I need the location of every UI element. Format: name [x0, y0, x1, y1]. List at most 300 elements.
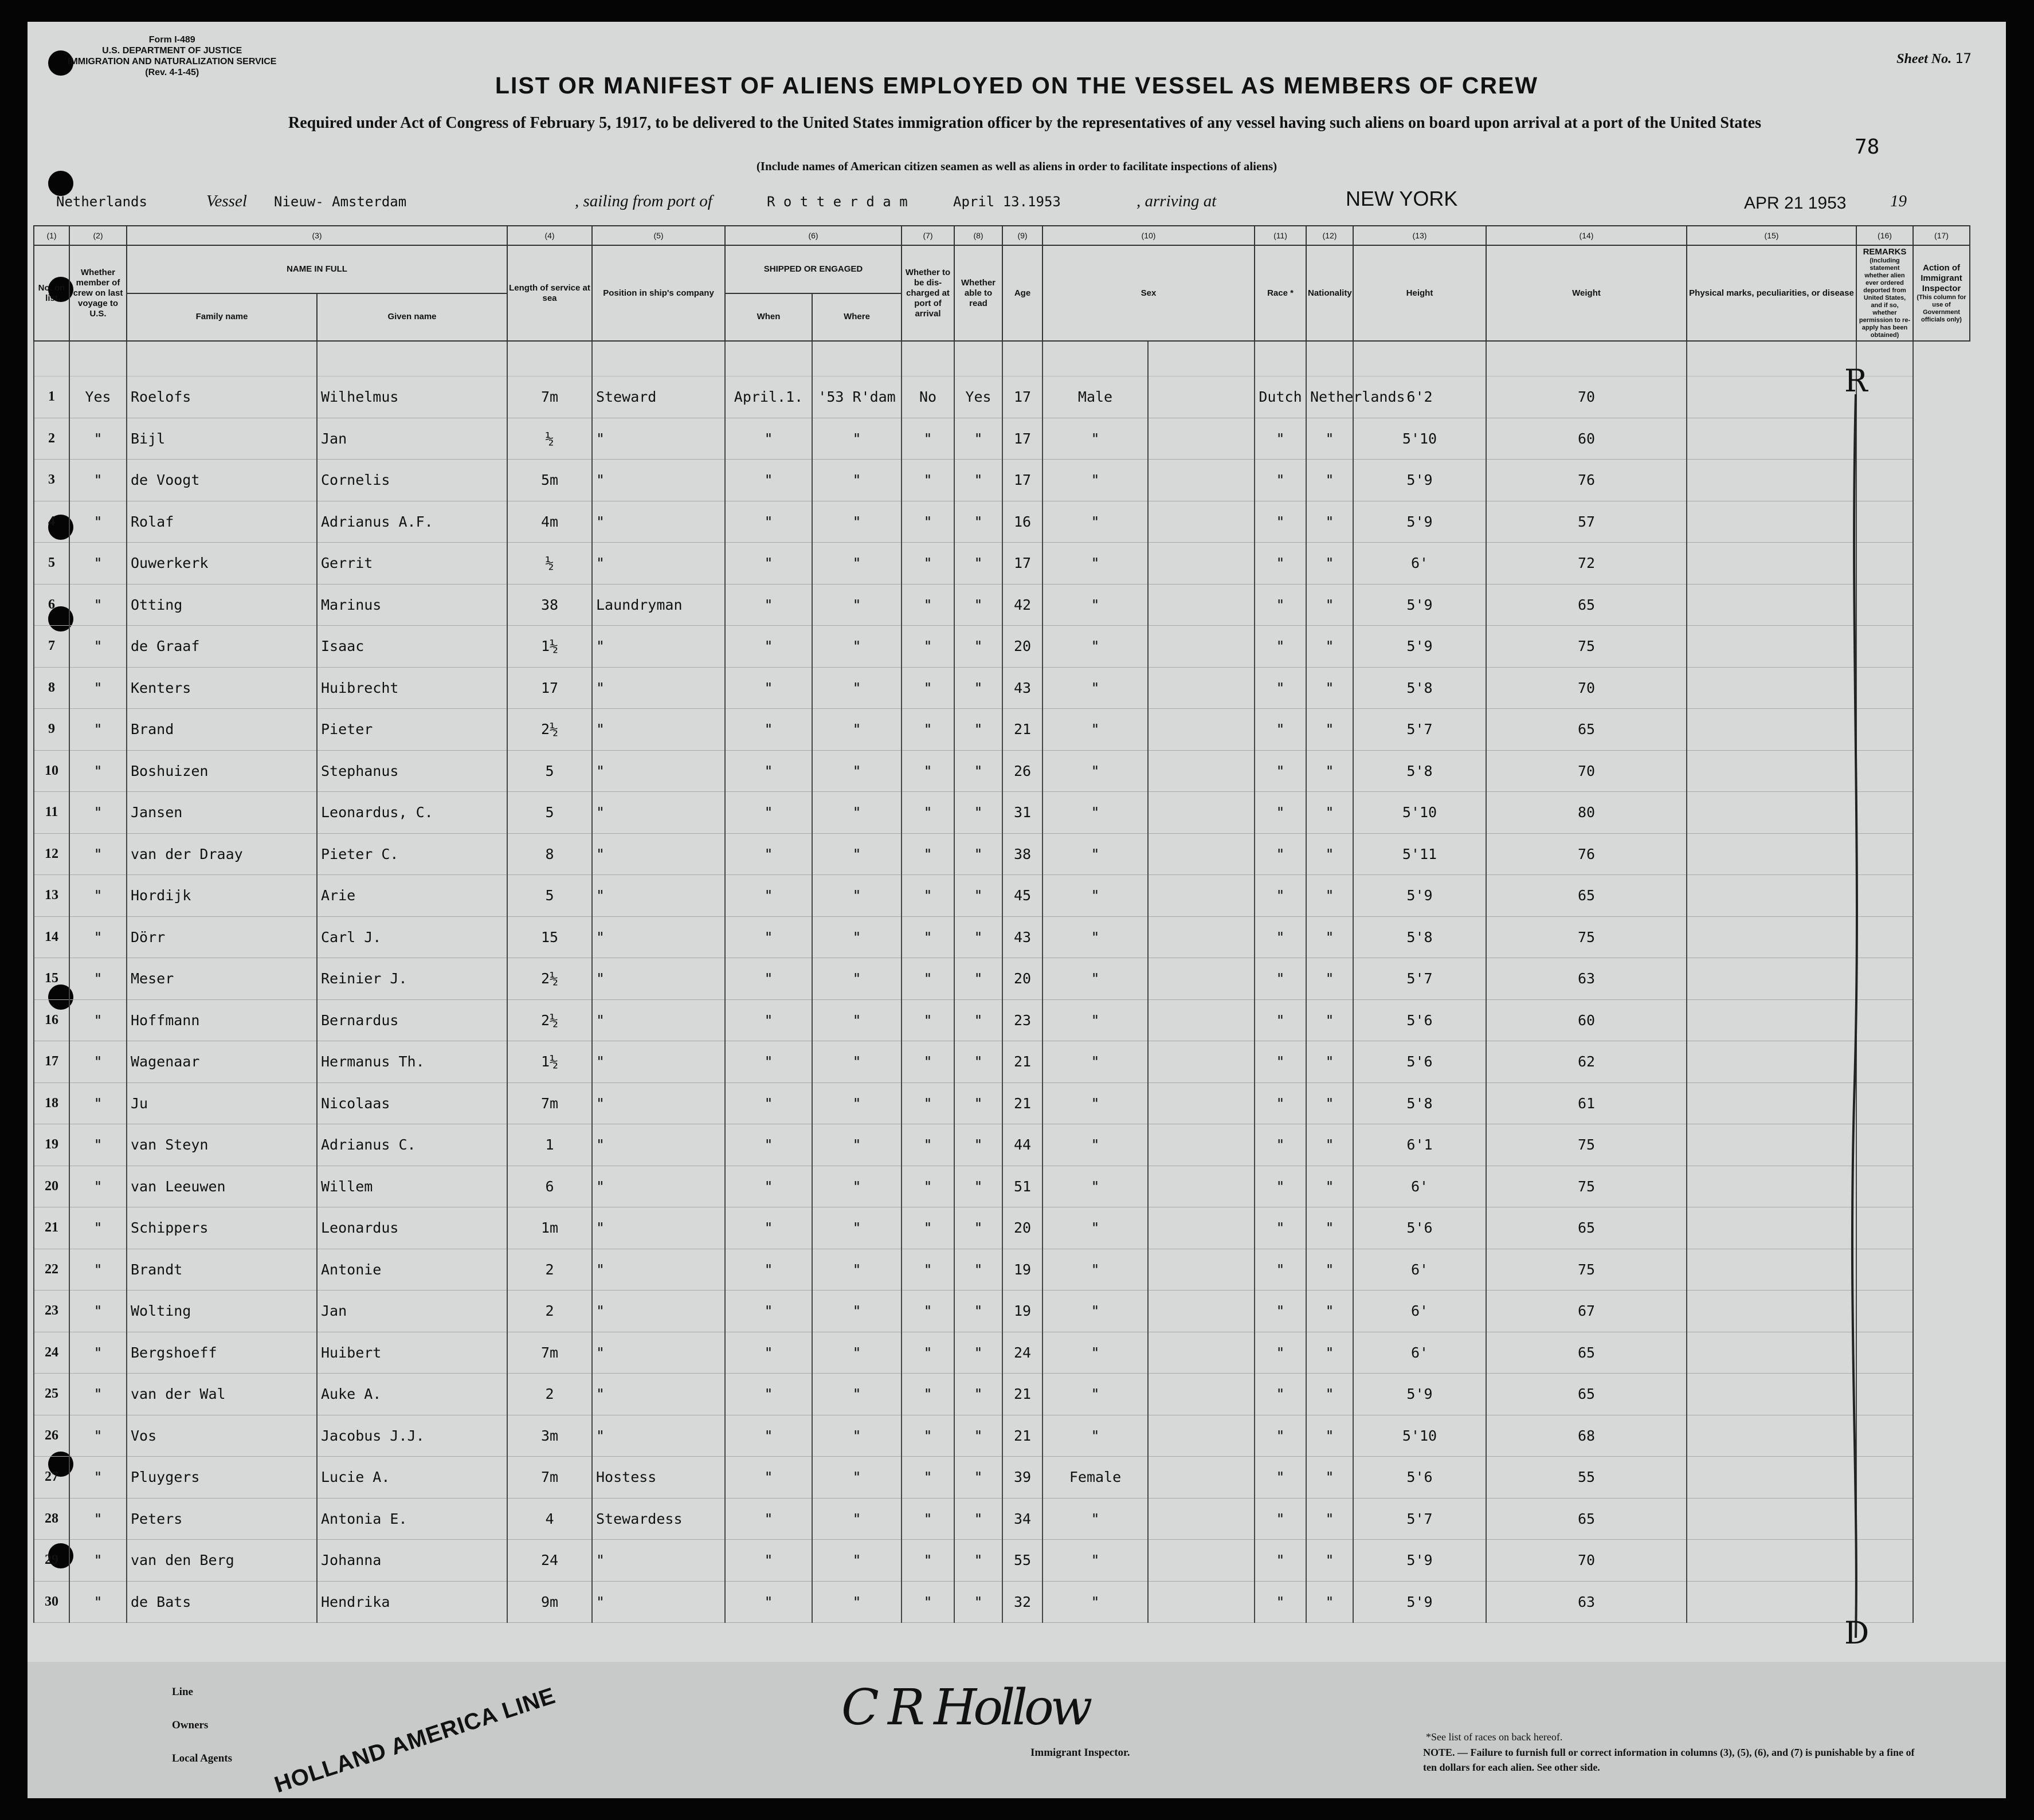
manifest-footer [28, 1662, 2006, 1798]
cell-given-name: Jan [317, 418, 507, 460]
cell-shipped-when: " [725, 501, 812, 543]
cell-able-to-read: " [954, 1291, 1002, 1332]
cell-height: 5'9 [1353, 626, 1486, 668]
cell-weight: 55 [1486, 1457, 1687, 1499]
colnum-9: (9) [1002, 226, 1043, 245]
cell-discharged: " [902, 626, 954, 668]
cell-shipped-where: " [812, 709, 902, 751]
cell-race: " [1255, 1291, 1306, 1332]
colnum-11: (11) [1255, 226, 1306, 245]
colnum-1: (1) [34, 226, 69, 245]
cell-weight: 75 [1486, 1124, 1687, 1166]
cell-last-voyage: " [69, 709, 127, 751]
header-age: Age [1002, 245, 1043, 341]
cell-able-to-read: " [954, 667, 1002, 709]
cell-no: 24 [34, 1332, 69, 1374]
cell-shipped-when: " [725, 833, 812, 875]
cell-race: " [1255, 584, 1306, 626]
cell-given-name: Reinier J. [317, 958, 507, 1000]
cell-discharged: " [902, 1415, 954, 1457]
inspector-ditto-line [1833, 394, 1879, 1638]
cell-no: 3 [34, 460, 69, 501]
cell-shipped-when: " [725, 916, 812, 958]
cell-last-voyage: " [69, 501, 127, 543]
header-nationality: Nationality [1306, 245, 1353, 341]
cell-age: 39 [1002, 1457, 1043, 1499]
cell-family-name: Brand [127, 709, 317, 751]
cell-sex: " [1043, 1498, 1148, 1540]
cell-family-name: Ouwerkerk [127, 543, 317, 585]
cell-physical-marks [1687, 460, 1856, 501]
header-no-on-list: No. on list [34, 245, 69, 341]
cell-shipped-when: " [725, 1540, 812, 1582]
cell-weight: 61 [1486, 1082, 1687, 1124]
cell-last-voyage: " [69, 1041, 127, 1083]
table-row [34, 1124, 1970, 1166]
year-label: 19 [1890, 192, 1907, 210]
cell-position: " [592, 418, 725, 460]
cell-nationality: " [1306, 1124, 1353, 1166]
cell-nationality: " [1306, 626, 1353, 668]
cell-height: 6'2 [1353, 376, 1486, 418]
cell-inspector-action [1148, 667, 1255, 709]
cell-able-to-read: " [954, 792, 1002, 834]
cell-weight: 75 [1486, 1166, 1687, 1207]
cell-no: 15 [34, 958, 69, 1000]
cell-sex: " [1043, 1415, 1148, 1457]
cell-able-to-read: " [954, 1540, 1002, 1582]
cell-position: " [592, 875, 725, 917]
table-row [34, 1374, 1970, 1415]
cell-position: " [592, 1581, 725, 1623]
cell-inspector-action [1148, 1291, 1255, 1332]
header-inspector-action [1913, 245, 1970, 341]
cell-discharged: " [902, 750, 954, 792]
cell-height: 5'8 [1353, 750, 1486, 792]
cell-weight: 67 [1486, 1291, 1687, 1332]
spacer-cell [69, 341, 127, 376]
cell-discharged: " [902, 1124, 954, 1166]
cell-no: 19 [34, 1124, 69, 1166]
cell-age: 17 [1002, 376, 1043, 418]
cell-age: 42 [1002, 584, 1043, 626]
cell-inspector-action [1148, 709, 1255, 751]
cell-no: 22 [34, 1249, 69, 1291]
cell-shipped-when: " [725, 1041, 812, 1083]
cell-discharged: " [902, 833, 954, 875]
cell-discharged: " [902, 1249, 954, 1291]
cell-inspector-action [1148, 626, 1255, 668]
cell-given-name: Leonardus, C. [317, 792, 507, 834]
cell-discharged: " [902, 1291, 954, 1332]
cell-sex: " [1043, 1041, 1148, 1083]
cell-height: 5'9 [1353, 584, 1486, 626]
cell-age: 20 [1002, 958, 1043, 1000]
cell-age: 32 [1002, 1581, 1043, 1623]
cell-nationality: " [1306, 1581, 1353, 1623]
cell-position: " [592, 958, 725, 1000]
cell-able-to-read: " [954, 584, 1002, 626]
cell-physical-marks [1687, 1415, 1856, 1457]
cell-physical-marks [1687, 709, 1856, 751]
cell-nationality: " [1306, 1374, 1353, 1415]
cell-shipped-when: April.1. [725, 376, 812, 418]
header-name-in-full: NAME IN FULL [127, 245, 507, 293]
cell-height: 6' [1353, 543, 1486, 585]
cell-weight: 70 [1486, 376, 1687, 418]
cell-given-name: Jacobus J.J. [317, 1415, 507, 1457]
cell-nationality: " [1306, 1291, 1353, 1332]
cell-service-length: 5m [507, 460, 592, 501]
cell-age: 21 [1002, 1415, 1043, 1457]
cell-given-name: Adrianus A.F. [317, 501, 507, 543]
cell-last-voyage: " [69, 1332, 127, 1374]
cell-given-name: Antonie [317, 1249, 507, 1291]
cell-no: 9 [34, 709, 69, 751]
cell-able-to-read: Yes [954, 376, 1002, 418]
cell-inspector-action [1148, 1249, 1255, 1291]
cell-age: 51 [1002, 1166, 1043, 1207]
cell-weight: 75 [1486, 626, 1687, 668]
spacer-cell [317, 341, 507, 376]
table-row [34, 1082, 1970, 1124]
cell-able-to-read: " [954, 916, 1002, 958]
cell-able-to-read: " [954, 750, 1002, 792]
cell-physical-marks [1687, 1332, 1856, 1374]
cell-physical-marks [1687, 1498, 1856, 1540]
cell-height: 5'9 [1353, 1540, 1486, 1582]
cell-sex: " [1043, 584, 1148, 626]
cell-race: " [1255, 1249, 1306, 1291]
cell-given-name: Hermanus Th. [317, 1041, 507, 1083]
cell-height: 5'9 [1353, 1581, 1486, 1623]
cell-able-to-read: " [954, 460, 1002, 501]
cell-physical-marks [1687, 501, 1856, 543]
cell-able-to-read: " [954, 1415, 1002, 1457]
cell-race: " [1255, 999, 1306, 1041]
cell-race: " [1255, 1498, 1306, 1540]
cell-able-to-read: " [954, 1166, 1002, 1207]
cell-shipped-where: " [812, 626, 902, 668]
cell-given-name: Bernardus [317, 999, 507, 1041]
cell-position: " [592, 1291, 725, 1332]
cell-position: " [592, 626, 725, 668]
table-row [34, 875, 1970, 917]
colnum-3: (3) [127, 226, 507, 245]
cell-no: 29 [34, 1540, 69, 1582]
cell-service-length: 2 [507, 1374, 592, 1415]
cell-shipped-when: " [725, 792, 812, 834]
cell-race: " [1255, 792, 1306, 834]
header-last-voyage: Whether member of crew on last voyage to U.S. [69, 245, 127, 341]
cell-able-to-read: " [954, 1082, 1002, 1124]
spacer-cell [812, 341, 902, 376]
cell-height: 6' [1353, 1291, 1486, 1332]
cell-weight: 62 [1486, 1041, 1687, 1083]
table-row [34, 1540, 1970, 1582]
table-row [34, 1249, 1970, 1291]
cell-age: 44 [1002, 1124, 1043, 1166]
cell-shipped-where: " [812, 1498, 902, 1540]
fine-note: NOTE. — Failure to furnish full or correct information in columns (3), (5), (6), and (7) is punishable by a fine of ten dollars for each alien. See other side. [1423, 1747, 1915, 1773]
cell-no: 8 [34, 667, 69, 709]
cell-nationality: " [1306, 1166, 1353, 1207]
header-given-name: Given name [317, 293, 507, 342]
column-numbers-row [34, 226, 1970, 245]
cell-discharged: " [902, 958, 954, 1000]
cell-shipped-where: " [812, 875, 902, 917]
spacer-cell [1002, 341, 1043, 376]
cell-sex: Male [1043, 376, 1148, 418]
cell-service-length: 6 [507, 1166, 592, 1207]
cell-given-name: Cornelis [317, 460, 507, 501]
cell-discharged: " [902, 1581, 954, 1623]
cell-nationality: " [1306, 916, 1353, 958]
cell-last-voyage: " [69, 460, 127, 501]
cell-position: " [592, 999, 725, 1041]
table-row [34, 418, 1970, 460]
colnum-13: (13) [1353, 226, 1486, 245]
cell-no: 10 [34, 750, 69, 792]
cell-given-name: Pieter C. [317, 833, 507, 875]
cell-shipped-when: " [725, 875, 812, 917]
cell-sex: " [1043, 1332, 1148, 1374]
cell-inspector-action [1148, 1581, 1255, 1623]
cell-inspector-action [1148, 875, 1255, 917]
cell-weight: 65 [1486, 709, 1687, 751]
cell-service-length: 5 [507, 792, 592, 834]
cell-nationality: " [1306, 750, 1353, 792]
cell-weight: 63 [1486, 958, 1687, 1000]
cell-position: " [592, 750, 725, 792]
cell-age: 21 [1002, 1082, 1043, 1124]
cell-discharged: " [902, 1332, 954, 1374]
cell-physical-marks [1687, 1457, 1856, 1499]
cell-height: 6'1 [1353, 1124, 1486, 1166]
cell-sex: " [1043, 1082, 1148, 1124]
cell-service-length: 4 [507, 1498, 592, 1540]
header-shipped-where: Where [812, 293, 902, 342]
cell-shipped-where: " [812, 584, 902, 626]
cell-shipped-where: " [812, 1332, 902, 1374]
cell-physical-marks [1687, 1581, 1856, 1623]
cell-able-to-read: " [954, 543, 1002, 585]
cell-service-length: 2½ [507, 999, 592, 1041]
header-length-of-service: Length of service at sea [507, 245, 592, 341]
cell-race: " [1255, 1166, 1306, 1207]
cell-family-name: Hoffmann [127, 999, 317, 1041]
cell-nationality: " [1306, 1082, 1353, 1124]
cell-age: 55 [1002, 1540, 1043, 1582]
cell-family-name: van den Berg [127, 1540, 317, 1582]
cell-last-voyage: " [69, 1249, 127, 1291]
cell-height: 6' [1353, 1249, 1486, 1291]
cell-age: 43 [1002, 667, 1043, 709]
owners-label: Owners [172, 1719, 209, 1731]
cell-service-length: 7m [507, 376, 592, 418]
cell-nationality: " [1306, 1041, 1353, 1083]
cell-nationality: " [1306, 584, 1353, 626]
cell-last-voyage: " [69, 833, 127, 875]
header-remarks [1856, 245, 1913, 341]
colnum-15: (15) [1687, 226, 1856, 245]
cell-able-to-read: " [954, 875, 1002, 917]
table-row [34, 1457, 1970, 1499]
cell-age: 17 [1002, 418, 1043, 460]
cell-inspector-action [1148, 501, 1255, 543]
cell-family-name: Wolting [127, 1291, 317, 1332]
cell-weight: 68 [1486, 1415, 1687, 1457]
cell-given-name: Arie [317, 875, 507, 917]
cell-given-name: Huibrecht [317, 667, 507, 709]
cell-inspector-action [1148, 460, 1255, 501]
inspector-label: Immigrant Inspector. [1030, 1747, 1130, 1759]
spacer-cell [1148, 341, 1255, 376]
cell-height: 5'9 [1353, 1374, 1486, 1415]
cell-service-length: 9m [507, 1581, 592, 1623]
header-sex: Sex [1043, 245, 1255, 341]
cell-shipped-when: " [725, 1166, 812, 1207]
cell-position: " [592, 1415, 725, 1457]
cell-family-name: Wagenaar [127, 1041, 317, 1083]
cell-inspector-action [1148, 833, 1255, 875]
cell-sex: " [1043, 501, 1148, 543]
cell-inspector-action [1148, 1166, 1255, 1207]
sheet-number-label: Sheet No. [1896, 52, 1952, 66]
table-row [34, 501, 1970, 543]
cell-shipped-where: " [812, 1415, 902, 1457]
cell-sex: " [1043, 1291, 1148, 1332]
cell-nationality: " [1306, 418, 1353, 460]
table-row [34, 999, 1970, 1041]
cell-shipped-when: " [725, 1457, 812, 1499]
cell-sex: " [1043, 1166, 1148, 1207]
cell-sex: " [1043, 460, 1148, 501]
cell-physical-marks [1687, 418, 1856, 460]
cell-weight: 80 [1486, 792, 1687, 834]
cell-shipped-where: " [812, 460, 902, 501]
cell-shipped-when: " [725, 1374, 812, 1415]
cell-no: 2 [34, 418, 69, 460]
cell-given-name: Antonia E. [317, 1498, 507, 1540]
cell-weight: 63 [1486, 1581, 1687, 1623]
cell-physical-marks [1687, 792, 1856, 834]
cell-shipped-where: " [812, 1207, 902, 1249]
cell-service-length: 1 [507, 1124, 592, 1166]
cell-position: " [592, 543, 725, 585]
crew-manifest-table [33, 225, 1970, 1623]
cell-physical-marks [1687, 833, 1856, 875]
cell-physical-marks [1687, 584, 1856, 626]
table-row [34, 1415, 1970, 1457]
cell-given-name: Jan [317, 1291, 507, 1332]
races-note: *See list of races on back hereof. [1426, 1731, 1563, 1743]
cell-able-to-read: " [954, 1332, 1002, 1374]
table-row [34, 1166, 1970, 1207]
cell-able-to-read: " [954, 1581, 1002, 1623]
cell-able-to-read: " [954, 1124, 1002, 1166]
cell-nationality: " [1306, 1498, 1353, 1540]
cell-discharged: " [902, 1498, 954, 1540]
cell-position: " [592, 833, 725, 875]
cell-age: 34 [1002, 1498, 1043, 1540]
cell-given-name: Marinus [317, 584, 507, 626]
cell-race: " [1255, 1374, 1306, 1415]
cell-physical-marks [1687, 1041, 1856, 1083]
cell-family-name: van Steyn [127, 1124, 317, 1166]
spacer-cell [1486, 341, 1687, 376]
cell-sex: " [1043, 543, 1148, 585]
cell-no: 16 [34, 999, 69, 1041]
cell-service-length: ½ [507, 418, 592, 460]
cell-shipped-when: " [725, 1581, 812, 1623]
cell-age: 16 [1002, 501, 1043, 543]
cell-no: 14 [34, 916, 69, 958]
cell-last-voyage: " [69, 875, 127, 917]
cell-height: 6' [1353, 1332, 1486, 1374]
cell-family-name: Ju [127, 1082, 317, 1124]
cell-family-name: de Voogt [127, 460, 317, 501]
cell-race: " [1255, 1207, 1306, 1249]
cell-nationality: " [1306, 667, 1353, 709]
local-agents-label: Local Agents [172, 1752, 233, 1764]
table-row [34, 376, 1970, 418]
cell-service-length: 5 [507, 750, 592, 792]
cell-family-name: de Graaf [127, 626, 317, 668]
cell-age: 23 [1002, 999, 1043, 1041]
cell-physical-marks [1687, 1291, 1856, 1332]
cell-inspector-action [1148, 1124, 1255, 1166]
cell-position: Stewardess [592, 1498, 725, 1540]
cell-inspector-action [1148, 750, 1255, 792]
cell-given-name: Nicolaas [317, 1082, 507, 1124]
cell-shipped-when: " [725, 709, 812, 751]
cell-discharged: " [902, 1374, 954, 1415]
table-row [34, 1291, 1970, 1332]
cell-family-name: Roelofs [127, 376, 317, 418]
cell-physical-marks [1687, 750, 1856, 792]
header-family-name: Family name [127, 293, 317, 342]
spacer-cell [507, 341, 592, 376]
cell-last-voyage: Yes [69, 376, 127, 418]
cell-sex: " [1043, 875, 1148, 917]
cell-no: 20 [34, 1166, 69, 1207]
cell-given-name: Huibert [317, 1332, 507, 1374]
cell-nationality: " [1306, 833, 1353, 875]
cell-age: 19 [1002, 1291, 1043, 1332]
cell-sex: " [1043, 792, 1148, 834]
cell-physical-marks [1687, 376, 1856, 418]
cell-discharged: " [902, 1207, 954, 1249]
cell-able-to-read: " [954, 626, 1002, 668]
cell-family-name: Bergshoeff [127, 1332, 317, 1374]
cell-last-voyage: " [69, 958, 127, 1000]
cell-height: 5'9 [1353, 501, 1486, 543]
page-subnote: (Include names of American citizen seamen as well as aliens in order to facilitate inspections of aliens) [756, 159, 1277, 173]
cell-no: 27 [34, 1457, 69, 1499]
cell-position: Hostess [592, 1457, 725, 1499]
cell-able-to-read: " [954, 958, 1002, 1000]
cell-height: 5'6 [1353, 999, 1486, 1041]
cell-discharged: " [902, 584, 954, 626]
cell-family-name: Rolaf [127, 501, 317, 543]
colnum-5: (5) [592, 226, 725, 245]
cell-last-voyage: " [69, 584, 127, 626]
cell-last-voyage: " [69, 1498, 127, 1540]
cell-position: " [592, 1124, 725, 1166]
cell-position: " [592, 1082, 725, 1124]
cell-race: " [1255, 1332, 1306, 1374]
